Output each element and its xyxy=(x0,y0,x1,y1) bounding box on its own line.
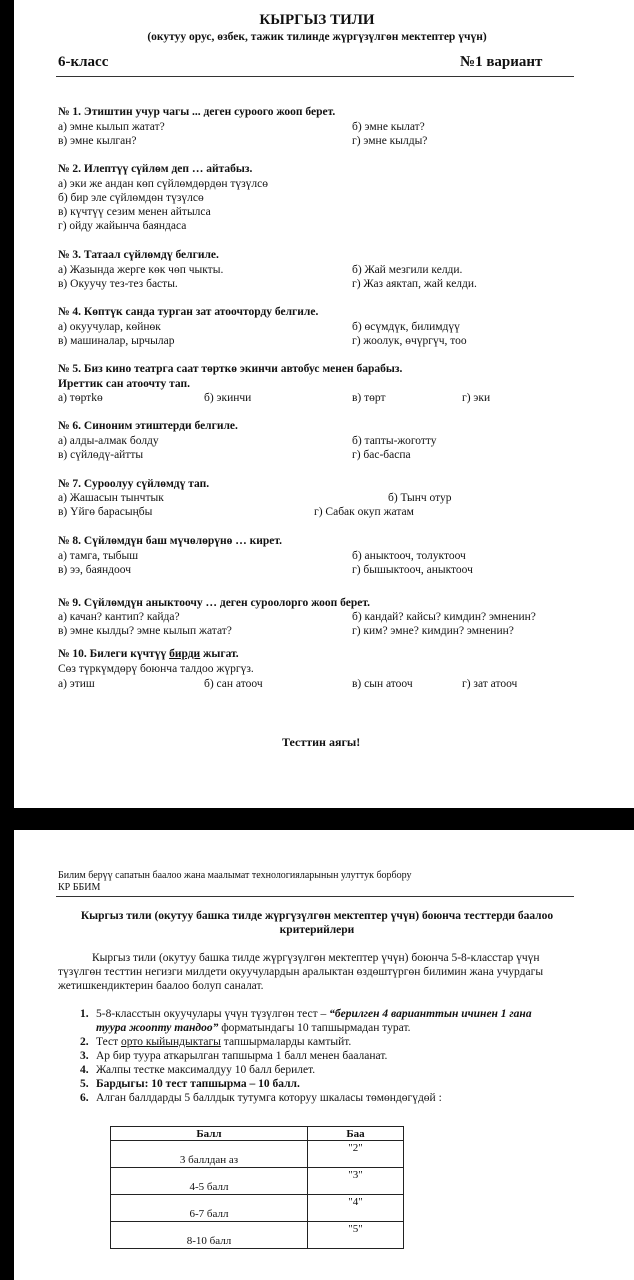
grading-table xyxy=(110,1126,404,1249)
option-d: г) эки xyxy=(462,392,491,404)
list-number: 2. xyxy=(80,1036,89,1048)
option-d: г) Сабак окуп жатам xyxy=(314,506,414,518)
paragraph-line: жетишкендиктерин баалоо болуп саналат. xyxy=(58,980,264,992)
list-item-text: тапшырмаларды камтыйт. xyxy=(220,1036,352,1048)
org-abbr: КР ББИМ xyxy=(58,882,101,893)
option-b: б) Тынч отур xyxy=(388,492,452,504)
header-score: Балл xyxy=(111,1127,308,1141)
list-item-5: Бардыгы: 10 тест тапшырма – 10 балл. xyxy=(96,1078,300,1090)
option-c: в) сүйлөдү-айтты xyxy=(58,449,144,461)
question-text: № 2. Илептүү сүйлөм деп … айтабыз. xyxy=(58,163,253,175)
option-d: г) ким? эмне? кимдин? эмненин? xyxy=(352,625,514,637)
question-text: № 4. Көптүк санда турган зат атоочторду белгиле. xyxy=(58,306,319,318)
option-a: а) Жашасын тынчтык xyxy=(58,492,164,504)
grade-text: "4" xyxy=(348,1196,363,1208)
option-c: в) ээ, баяндооч xyxy=(58,564,131,576)
option-d: г) жоолук, өчүргүч, тоо xyxy=(352,335,467,347)
option-c: в) Үйгө барасыңбы xyxy=(58,506,153,518)
grade-text: "3" xyxy=(348,1169,363,1181)
paragraph-line: түзүлгөн тесттин негизги милдети окуучулардын аралыктан өздөштүргөн билимин жана учурдагы xyxy=(58,966,544,978)
option-c: в) төрт xyxy=(352,392,386,404)
option-c: в) күчтүү сезим менен айтылса xyxy=(58,206,211,218)
table-row xyxy=(111,1195,404,1222)
table-row xyxy=(111,1222,404,1249)
option-b: б) өсүмдүк, билимдүү xyxy=(352,321,460,333)
list-item-1 xyxy=(96,1008,532,1020)
option-a: а) эмне кылып жатат? xyxy=(58,121,165,133)
score-text: 4-5 балл xyxy=(189,1181,229,1193)
option-b: б) Жай мезгили келди. xyxy=(352,264,463,276)
list-number: 6. xyxy=(80,1092,89,1104)
question-text: № 5. Биз кино театрга саат төрткө экинчи автобус менен барабыз. xyxy=(58,363,403,375)
list-item-emphasis: туура жоопту тандоо” xyxy=(96,1022,219,1034)
question-text: № 7. Суроолуу сүйлөмдү тап. xyxy=(58,478,210,490)
option-b: б) тапты-жоготту xyxy=(352,435,437,447)
option-c: в) машиналар, ырчылар xyxy=(58,335,175,347)
option-a: а) этиш xyxy=(58,678,95,690)
table-row xyxy=(111,1141,404,1168)
option-a: а) Жазында жерге көк чөп чыкты. xyxy=(58,264,224,276)
score-cell xyxy=(111,1168,308,1195)
option-d: г) бас-баспа xyxy=(352,449,411,461)
option-b: б) эмне кылат? xyxy=(352,121,425,133)
question-instruction: Иреттик сан атоочту тап. xyxy=(58,378,191,390)
option-b: б) бир эле сүйлөмдөн түзүлсө xyxy=(58,192,204,204)
table-row xyxy=(111,1168,404,1195)
grade-text: "5" xyxy=(348,1223,363,1235)
question-text xyxy=(58,648,239,660)
list-item-1-cont xyxy=(96,1022,410,1034)
option-b: б) сан атооч xyxy=(204,678,263,690)
list-item-text: Тест xyxy=(96,1036,121,1048)
score-text: 3 баллдан аз xyxy=(179,1154,239,1166)
grade-text: "2" xyxy=(348,1142,363,1154)
list-number: 3. xyxy=(80,1050,89,1062)
variant-label: №1 вариант xyxy=(460,54,543,70)
grade-cell xyxy=(308,1168,404,1195)
underlined-word: бирди xyxy=(169,648,201,660)
score-text: 8-10 балл xyxy=(186,1235,232,1247)
list-item-2 xyxy=(96,1036,351,1048)
option-c: в) Окуучу тез-тез басты. xyxy=(58,278,178,290)
page-title: КЫРГЫЗ ТИЛИ xyxy=(259,12,375,28)
criteria-heading: Кыргыз тили (окутуу башка тилде жүргүзүлгөн мектептер үчүн) боюнча тесттерди баалоо xyxy=(80,910,554,922)
header-divider xyxy=(56,896,574,897)
question-text: № 8. Сүйлөмдүн баш мүчөлөрүнө … кирет. xyxy=(58,535,283,547)
list-number: 5. xyxy=(80,1078,89,1090)
score-cell xyxy=(111,1222,308,1249)
question-text: № 6. Синоним этиштерди белгиле. xyxy=(58,420,238,432)
list-item-4: Жалпы тестке максималдуу 10 балл берилет. xyxy=(96,1064,316,1076)
option-a: а) эки же андан көп сүйлөмдөрдөн түзүлсө xyxy=(58,178,269,190)
criteria-heading-line2: критерийлери xyxy=(279,924,355,936)
option-d: г) Жаз аяктап, жай келди. xyxy=(352,278,477,290)
org-name: Билим берүү сапатын баалоо жана маалымат технологияларынын улуттук борбору xyxy=(58,870,412,881)
test-page xyxy=(14,0,634,808)
list-item-emphasis: “берилген 4 варианттын ичинен 1 гана xyxy=(329,1008,532,1020)
grade-cell xyxy=(308,1222,404,1249)
score-text: 6-7 балл xyxy=(189,1208,229,1220)
question-text: № 9. Сүйлөмдүн аныктоочу … деген суроолорго жооп берет. xyxy=(58,597,370,609)
option-d: г) зат атооч xyxy=(462,678,518,690)
grade-label: 6-класс xyxy=(58,54,109,70)
score-cell xyxy=(111,1141,308,1168)
paragraph-line: Кыргыз тили (окутуу башка тилде жүргүзүлгөн мектептер үчүн) боюнча 5-8-класстар үчүн xyxy=(92,952,540,964)
list-item-3: Ар бир туура аткарылган тапшырма 1 балл менен бааланат. xyxy=(96,1050,388,1062)
criteria-page xyxy=(14,830,634,1280)
option-b: б) экинчи xyxy=(204,392,252,404)
question-text-suffix: жыгат. xyxy=(200,648,239,660)
option-b: б) кандай? кайсы? кимдин? эмненин? xyxy=(352,611,536,623)
underlined-text: орто кыйындыктагы xyxy=(120,1036,221,1048)
option-a: а) төртkө xyxy=(58,392,103,404)
end-of-test: Тесттин аягы! xyxy=(282,735,361,749)
grade-cell xyxy=(308,1141,404,1168)
page-subtitle: (окутуу орус, өзбек, тажик тилинде жүргүзүлгөн мектептер үчүн) xyxy=(147,31,487,43)
question-text: № 1. Этиштин учур чагы ... деген суроого жооп берет. xyxy=(58,106,336,118)
option-a: а) окуучулар, көйнөк xyxy=(58,321,161,333)
header-divider xyxy=(56,76,574,77)
option-d: г) эмне кылды? xyxy=(352,135,428,147)
table-header-row xyxy=(111,1127,404,1141)
list-item-text: форматындагы 10 тапшырмадан турат. xyxy=(218,1022,411,1034)
list-item-text: 5-8-класстын окуучулары үчүн түзүлгөн тест – xyxy=(96,1008,330,1020)
option-c: в) эмне кылган? xyxy=(58,135,137,147)
question-text: № 3. Татаал сүйлөмдү белгиле. xyxy=(58,249,219,261)
option-b: б) аныктооч, толуктооч xyxy=(352,550,466,562)
header-grade: Баа xyxy=(308,1127,404,1141)
grade-cell xyxy=(308,1195,404,1222)
option-a: а) тамга, тыбыш xyxy=(58,550,139,562)
score-cell xyxy=(111,1195,308,1222)
question-instruction: Сөз түркүмдөрү боюнча талдоо жүргүз. xyxy=(58,663,254,675)
option-c: в) эмне кылды? эмне кылып жатат? xyxy=(58,625,232,637)
option-a: а) качан? кантип? кайда? xyxy=(58,611,180,623)
option-c: в) сын атооч xyxy=(352,678,413,690)
option-a: а) алды-алмак болду xyxy=(58,435,159,447)
list-item-6: Алган баллдарды 5 баллдык тутумга которуу шкаласы төмөндөгүдөй : xyxy=(96,1092,442,1104)
option-d: г) бышыктооч, аныктооч xyxy=(352,564,473,576)
list-number: 4. xyxy=(80,1064,89,1076)
list-number: 1. xyxy=(80,1008,89,1020)
question-text-prefix: № 10. Билеги күчтүү xyxy=(58,648,170,660)
option-d: г) ойду жайынча баяндаса xyxy=(58,220,187,232)
